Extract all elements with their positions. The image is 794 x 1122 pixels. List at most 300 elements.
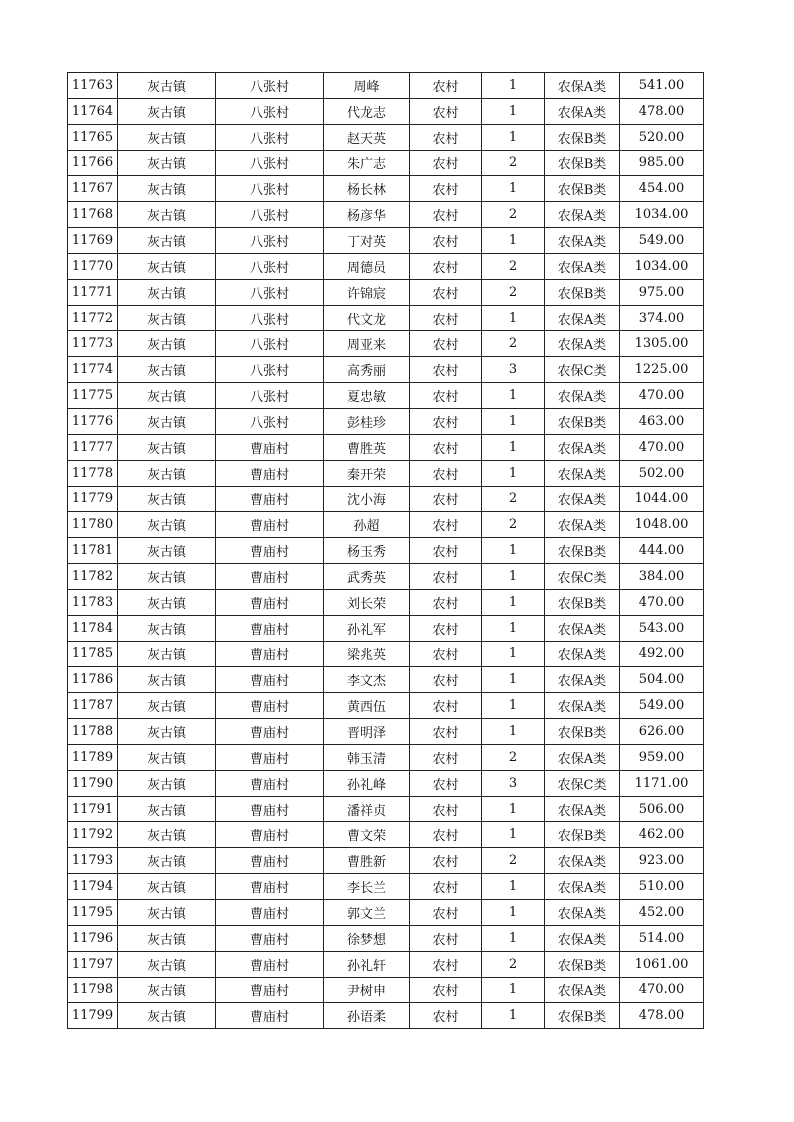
member-count-cell: 2 (482, 279, 545, 305)
table-row (68, 874, 704, 900)
person-name-cell: 孙超 (324, 512, 410, 538)
amount-cell: 543.00 (620, 615, 704, 641)
category-cell: 农保A类 (545, 253, 620, 279)
amount-cell: 454.00 (620, 176, 704, 202)
village-cell: 曹庙村 (216, 460, 324, 486)
amount-cell: 452.00 (620, 900, 704, 926)
village-cell: 曹庙村 (216, 719, 324, 745)
category-cell: 农保A类 (545, 434, 620, 460)
household-type-cell: 农村 (410, 538, 482, 564)
member-count-cell: 2 (482, 486, 545, 512)
person-name-cell: 夏忠敏 (324, 383, 410, 409)
category-cell: 农保A类 (545, 667, 620, 693)
town-cell: 灰古镇 (118, 589, 216, 615)
household-type-cell: 农村 (410, 693, 482, 719)
record-id-cell: 11794 (68, 874, 118, 900)
member-count-cell: 1 (482, 1003, 545, 1029)
amount-cell: 384.00 (620, 564, 704, 590)
household-type-cell: 农村 (410, 357, 482, 383)
table-row (68, 744, 704, 770)
village-cell: 八张村 (216, 408, 324, 434)
category-cell: 农保C类 (545, 357, 620, 383)
amount-cell: 462.00 (620, 822, 704, 848)
town-cell: 灰古镇 (118, 202, 216, 228)
amount-cell: 374.00 (620, 305, 704, 331)
amount-cell: 549.00 (620, 693, 704, 719)
town-cell: 灰古镇 (118, 73, 216, 99)
record-id-cell: 11775 (68, 383, 118, 409)
member-count-cell: 1 (482, 408, 545, 434)
town-cell: 灰古镇 (118, 176, 216, 202)
person-name-cell: 潘祥贞 (324, 796, 410, 822)
person-name-cell: 朱广志 (324, 150, 410, 176)
amount-cell: 470.00 (620, 383, 704, 409)
member-count-cell: 1 (482, 977, 545, 1003)
town-cell: 灰古镇 (118, 98, 216, 124)
table-row (68, 486, 704, 512)
village-cell: 曹庙村 (216, 512, 324, 538)
category-cell: 农保A类 (545, 693, 620, 719)
person-name-cell: 曹胜新 (324, 848, 410, 874)
category-cell: 农保B类 (545, 1003, 620, 1029)
amount-cell: 1061.00 (620, 951, 704, 977)
person-name-cell: 周峰 (324, 73, 410, 99)
town-cell: 灰古镇 (118, 383, 216, 409)
person-name-cell: 曹胜英 (324, 434, 410, 460)
member-count-cell: 1 (482, 874, 545, 900)
table-row (68, 1003, 704, 1029)
household-type-cell: 农村 (410, 589, 482, 615)
record-id-cell: 11777 (68, 434, 118, 460)
table-row (68, 719, 704, 745)
village-cell: 曹庙村 (216, 770, 324, 796)
household-type-cell: 农村 (410, 98, 482, 124)
town-cell: 灰古镇 (118, 770, 216, 796)
village-cell: 曹庙村 (216, 848, 324, 874)
village-cell: 曹庙村 (216, 744, 324, 770)
table-row (68, 228, 704, 254)
village-cell: 曹庙村 (216, 951, 324, 977)
village-cell: 曹庙村 (216, 977, 324, 1003)
category-cell: 农保A类 (545, 641, 620, 667)
town-cell: 灰古镇 (118, 253, 216, 279)
amount-cell: 1048.00 (620, 512, 704, 538)
person-name-cell: 武秀英 (324, 564, 410, 590)
table-row (68, 357, 704, 383)
member-count-cell: 2 (482, 331, 545, 357)
category-cell: 农保A类 (545, 383, 620, 409)
household-type-cell: 农村 (410, 977, 482, 1003)
village-cell: 曹庙村 (216, 615, 324, 641)
member-count-cell: 2 (482, 150, 545, 176)
table-row (68, 770, 704, 796)
household-type-cell: 农村 (410, 564, 482, 590)
member-count-cell: 2 (482, 848, 545, 874)
record-id-cell: 11789 (68, 744, 118, 770)
member-count-cell: 1 (482, 305, 545, 331)
town-cell: 灰古镇 (118, 150, 216, 176)
household-type-cell: 农村 (410, 1003, 482, 1029)
category-cell: 农保B类 (545, 150, 620, 176)
town-cell: 灰古镇 (118, 1003, 216, 1029)
category-cell: 农保A类 (545, 796, 620, 822)
town-cell: 灰古镇 (118, 564, 216, 590)
table-row (68, 538, 704, 564)
category-cell: 农保B类 (545, 589, 620, 615)
category-cell: 农保A类 (545, 874, 620, 900)
person-name-cell: 沈小海 (324, 486, 410, 512)
town-cell: 灰古镇 (118, 796, 216, 822)
record-id-cell: 11774 (68, 357, 118, 383)
person-name-cell: 代龙志 (324, 98, 410, 124)
record-id-cell: 11783 (68, 589, 118, 615)
amount-cell: 923.00 (620, 848, 704, 874)
member-count-cell: 1 (482, 434, 545, 460)
category-cell: 农保A类 (545, 925, 620, 951)
table-row (68, 900, 704, 926)
category-cell: 农保B类 (545, 124, 620, 150)
record-id-cell: 11763 (68, 73, 118, 99)
household-type-cell: 农村 (410, 305, 482, 331)
village-cell: 曹庙村 (216, 434, 324, 460)
village-cell: 曹庙村 (216, 874, 324, 900)
amount-cell: 510.00 (620, 874, 704, 900)
amount-cell: 444.00 (620, 538, 704, 564)
village-cell: 八张村 (216, 202, 324, 228)
amount-cell: 1034.00 (620, 253, 704, 279)
household-type-cell: 农村 (410, 383, 482, 409)
village-cell: 八张村 (216, 305, 324, 331)
person-name-cell: 孙语柔 (324, 1003, 410, 1029)
person-name-cell: 曹文荣 (324, 822, 410, 848)
town-cell: 灰古镇 (118, 305, 216, 331)
category-cell: 农保A类 (545, 977, 620, 1003)
record-id-cell: 11776 (68, 408, 118, 434)
category-cell: 农保A类 (545, 202, 620, 228)
record-id-cell: 11785 (68, 641, 118, 667)
record-id-cell: 11773 (68, 331, 118, 357)
town-cell: 灰古镇 (118, 279, 216, 305)
town-cell: 灰古镇 (118, 641, 216, 667)
member-count-cell: 3 (482, 770, 545, 796)
person-name-cell: 孙礼轩 (324, 951, 410, 977)
amount-cell: 1171.00 (620, 770, 704, 796)
amount-cell: 1034.00 (620, 202, 704, 228)
person-name-cell: 黄西伍 (324, 693, 410, 719)
category-cell: 农保A类 (545, 848, 620, 874)
town-cell: 灰古镇 (118, 124, 216, 150)
record-id-cell: 11770 (68, 253, 118, 279)
person-name-cell: 徐梦想 (324, 925, 410, 951)
person-name-cell: 高秀丽 (324, 357, 410, 383)
data-table (67, 72, 704, 1029)
person-name-cell: 彭桂珍 (324, 408, 410, 434)
member-count-cell: 1 (482, 124, 545, 150)
table-row (68, 951, 704, 977)
record-id-cell: 11784 (68, 615, 118, 641)
table-row (68, 512, 704, 538)
person-name-cell: 杨玉秀 (324, 538, 410, 564)
village-cell: 曹庙村 (216, 693, 324, 719)
record-id-cell: 11779 (68, 486, 118, 512)
record-id-cell: 11769 (68, 228, 118, 254)
village-cell: 曹庙村 (216, 900, 324, 926)
member-count-cell: 1 (482, 564, 545, 590)
village-cell: 八张村 (216, 253, 324, 279)
town-cell: 灰古镇 (118, 667, 216, 693)
person-name-cell: 孙礼军 (324, 615, 410, 641)
person-name-cell: 韩玉清 (324, 744, 410, 770)
person-name-cell: 丁对英 (324, 228, 410, 254)
table-row (68, 977, 704, 1003)
table-row (68, 925, 704, 951)
village-cell: 八张村 (216, 331, 324, 357)
record-id-cell: 11791 (68, 796, 118, 822)
household-type-cell: 农村 (410, 615, 482, 641)
record-id-cell: 11797 (68, 951, 118, 977)
record-id-cell: 11795 (68, 900, 118, 926)
category-cell: 农保A类 (545, 486, 620, 512)
village-cell: 八张村 (216, 383, 324, 409)
category-cell: 农保B类 (545, 408, 620, 434)
member-count-cell: 1 (482, 667, 545, 693)
amount-cell: 470.00 (620, 434, 704, 460)
category-cell: 农保B类 (545, 719, 620, 745)
table-row (68, 564, 704, 590)
amount-cell: 492.00 (620, 641, 704, 667)
member-count-cell: 2 (482, 202, 545, 228)
category-cell: 农保C类 (545, 770, 620, 796)
household-type-cell: 农村 (410, 822, 482, 848)
category-cell: 农保B类 (545, 279, 620, 305)
member-count-cell: 1 (482, 176, 545, 202)
household-type-cell: 农村 (410, 176, 482, 202)
category-cell: 农保A类 (545, 900, 620, 926)
category-cell: 农保A类 (545, 744, 620, 770)
town-cell: 灰古镇 (118, 460, 216, 486)
table-row (68, 434, 704, 460)
record-id-cell: 11798 (68, 977, 118, 1003)
town-cell: 灰古镇 (118, 822, 216, 848)
table-row (68, 589, 704, 615)
record-id-cell: 11781 (68, 538, 118, 564)
village-cell: 八张村 (216, 73, 324, 99)
amount-cell: 470.00 (620, 977, 704, 1003)
amount-cell: 502.00 (620, 460, 704, 486)
category-cell: 农保A类 (545, 512, 620, 538)
record-id-cell: 11768 (68, 202, 118, 228)
household-type-cell: 农村 (410, 73, 482, 99)
person-name-cell: 秦开荣 (324, 460, 410, 486)
village-cell: 曹庙村 (216, 538, 324, 564)
town-cell: 灰古镇 (118, 357, 216, 383)
record-id-cell: 11787 (68, 693, 118, 719)
amount-cell: 478.00 (620, 1003, 704, 1029)
amount-cell: 478.00 (620, 98, 704, 124)
member-count-cell: 1 (482, 925, 545, 951)
town-cell: 灰古镇 (118, 848, 216, 874)
category-cell: 农保B类 (545, 822, 620, 848)
table-row (68, 408, 704, 434)
member-count-cell: 3 (482, 357, 545, 383)
record-id-cell: 11799 (68, 1003, 118, 1029)
category-cell: 农保A类 (545, 73, 620, 99)
category-cell: 农保A类 (545, 305, 620, 331)
town-cell: 灰古镇 (118, 512, 216, 538)
household-type-cell: 农村 (410, 925, 482, 951)
member-count-cell: 1 (482, 719, 545, 745)
member-count-cell: 2 (482, 951, 545, 977)
person-name-cell: 晋明泽 (324, 719, 410, 745)
town-cell: 灰古镇 (118, 408, 216, 434)
member-count-cell: 1 (482, 641, 545, 667)
member-count-cell: 1 (482, 693, 545, 719)
town-cell: 灰古镇 (118, 925, 216, 951)
record-id-cell: 11778 (68, 460, 118, 486)
member-count-cell: 1 (482, 589, 545, 615)
household-type-cell: 农村 (410, 744, 482, 770)
village-cell: 曹庙村 (216, 641, 324, 667)
village-cell: 八张村 (216, 279, 324, 305)
amount-cell: 1225.00 (620, 357, 704, 383)
town-cell: 灰古镇 (118, 331, 216, 357)
person-name-cell: 尹树申 (324, 977, 410, 1003)
category-cell: 农保A类 (545, 460, 620, 486)
table-row (68, 383, 704, 409)
member-count-cell: 1 (482, 538, 545, 564)
table-row (68, 615, 704, 641)
record-id-cell: 11765 (68, 124, 118, 150)
village-cell: 曹庙村 (216, 667, 324, 693)
town-cell: 灰古镇 (118, 719, 216, 745)
town-cell: 灰古镇 (118, 693, 216, 719)
amount-cell: 470.00 (620, 589, 704, 615)
record-id-cell: 11790 (68, 770, 118, 796)
record-id-cell: 11771 (68, 279, 118, 305)
record-id-cell: 11766 (68, 150, 118, 176)
town-cell: 灰古镇 (118, 228, 216, 254)
table-row (68, 305, 704, 331)
table-body (68, 73, 704, 1029)
member-count-cell: 1 (482, 228, 545, 254)
table-row (68, 98, 704, 124)
table-row (68, 460, 704, 486)
amount-cell: 1305.00 (620, 331, 704, 357)
village-cell: 八张村 (216, 98, 324, 124)
record-id-cell: 11786 (68, 667, 118, 693)
table-row (68, 822, 704, 848)
member-count-cell: 1 (482, 383, 545, 409)
record-id-cell: 11796 (68, 925, 118, 951)
village-cell: 八张村 (216, 228, 324, 254)
household-type-cell: 农村 (410, 848, 482, 874)
village-cell: 曹庙村 (216, 486, 324, 512)
table-row (68, 150, 704, 176)
person-name-cell: 孙礼峰 (324, 770, 410, 796)
member-count-cell: 1 (482, 615, 545, 641)
record-id-cell: 11780 (68, 512, 118, 538)
town-cell: 灰古镇 (118, 538, 216, 564)
person-name-cell: 杨长林 (324, 176, 410, 202)
household-type-cell: 农村 (410, 770, 482, 796)
household-type-cell: 农村 (410, 124, 482, 150)
category-cell: 农保A类 (545, 98, 620, 124)
person-name-cell: 郭文兰 (324, 900, 410, 926)
member-count-cell: 1 (482, 73, 545, 99)
member-count-cell: 2 (482, 744, 545, 770)
person-name-cell: 李文杰 (324, 667, 410, 693)
village-cell: 八张村 (216, 124, 324, 150)
household-type-cell: 农村 (410, 796, 482, 822)
amount-cell: 1044.00 (620, 486, 704, 512)
town-cell: 灰古镇 (118, 486, 216, 512)
amount-cell: 549.00 (620, 228, 704, 254)
person-name-cell: 刘长荣 (324, 589, 410, 615)
household-type-cell: 农村 (410, 331, 482, 357)
record-id-cell: 11788 (68, 719, 118, 745)
village-cell: 曹庙村 (216, 1003, 324, 1029)
record-id-cell: 11772 (68, 305, 118, 331)
record-id-cell: 11767 (68, 176, 118, 202)
table-row (68, 667, 704, 693)
village-cell: 曹庙村 (216, 822, 324, 848)
person-name-cell: 周亚来 (324, 331, 410, 357)
household-type-cell: 农村 (410, 641, 482, 667)
category-cell: 农保C类 (545, 564, 620, 590)
household-type-cell: 农村 (410, 667, 482, 693)
village-cell: 曹庙村 (216, 796, 324, 822)
household-type-cell: 农村 (410, 228, 482, 254)
record-id-cell: 11782 (68, 564, 118, 590)
village-cell: 曹庙村 (216, 564, 324, 590)
amount-cell: 985.00 (620, 150, 704, 176)
amount-cell: 506.00 (620, 796, 704, 822)
amount-cell: 463.00 (620, 408, 704, 434)
table-row (68, 176, 704, 202)
household-type-cell: 农村 (410, 512, 482, 538)
category-cell: 农保A类 (545, 615, 620, 641)
village-cell: 八张村 (216, 176, 324, 202)
member-count-cell: 2 (482, 253, 545, 279)
category-cell: 农保A类 (545, 228, 620, 254)
person-name-cell: 许锦宸 (324, 279, 410, 305)
person-name-cell: 代文龙 (324, 305, 410, 331)
amount-cell: 520.00 (620, 124, 704, 150)
category-cell: 农保A类 (545, 331, 620, 357)
category-cell: 农保B类 (545, 176, 620, 202)
member-count-cell: 1 (482, 822, 545, 848)
household-type-cell: 农村 (410, 951, 482, 977)
amount-cell: 975.00 (620, 279, 704, 305)
amount-cell: 514.00 (620, 925, 704, 951)
member-count-cell: 2 (482, 512, 545, 538)
household-type-cell: 农村 (410, 874, 482, 900)
household-type-cell: 农村 (410, 150, 482, 176)
household-type-cell: 农村 (410, 253, 482, 279)
household-type-cell: 农村 (410, 279, 482, 305)
household-type-cell: 农村 (410, 900, 482, 926)
amount-cell: 959.00 (620, 744, 704, 770)
table-row (68, 641, 704, 667)
village-cell: 八张村 (216, 357, 324, 383)
amount-cell: 541.00 (620, 73, 704, 99)
table-row (68, 331, 704, 357)
person-name-cell: 杨彦华 (324, 202, 410, 228)
table-row (68, 124, 704, 150)
table-row (68, 693, 704, 719)
member-count-cell: 1 (482, 98, 545, 124)
person-name-cell: 周德员 (324, 253, 410, 279)
